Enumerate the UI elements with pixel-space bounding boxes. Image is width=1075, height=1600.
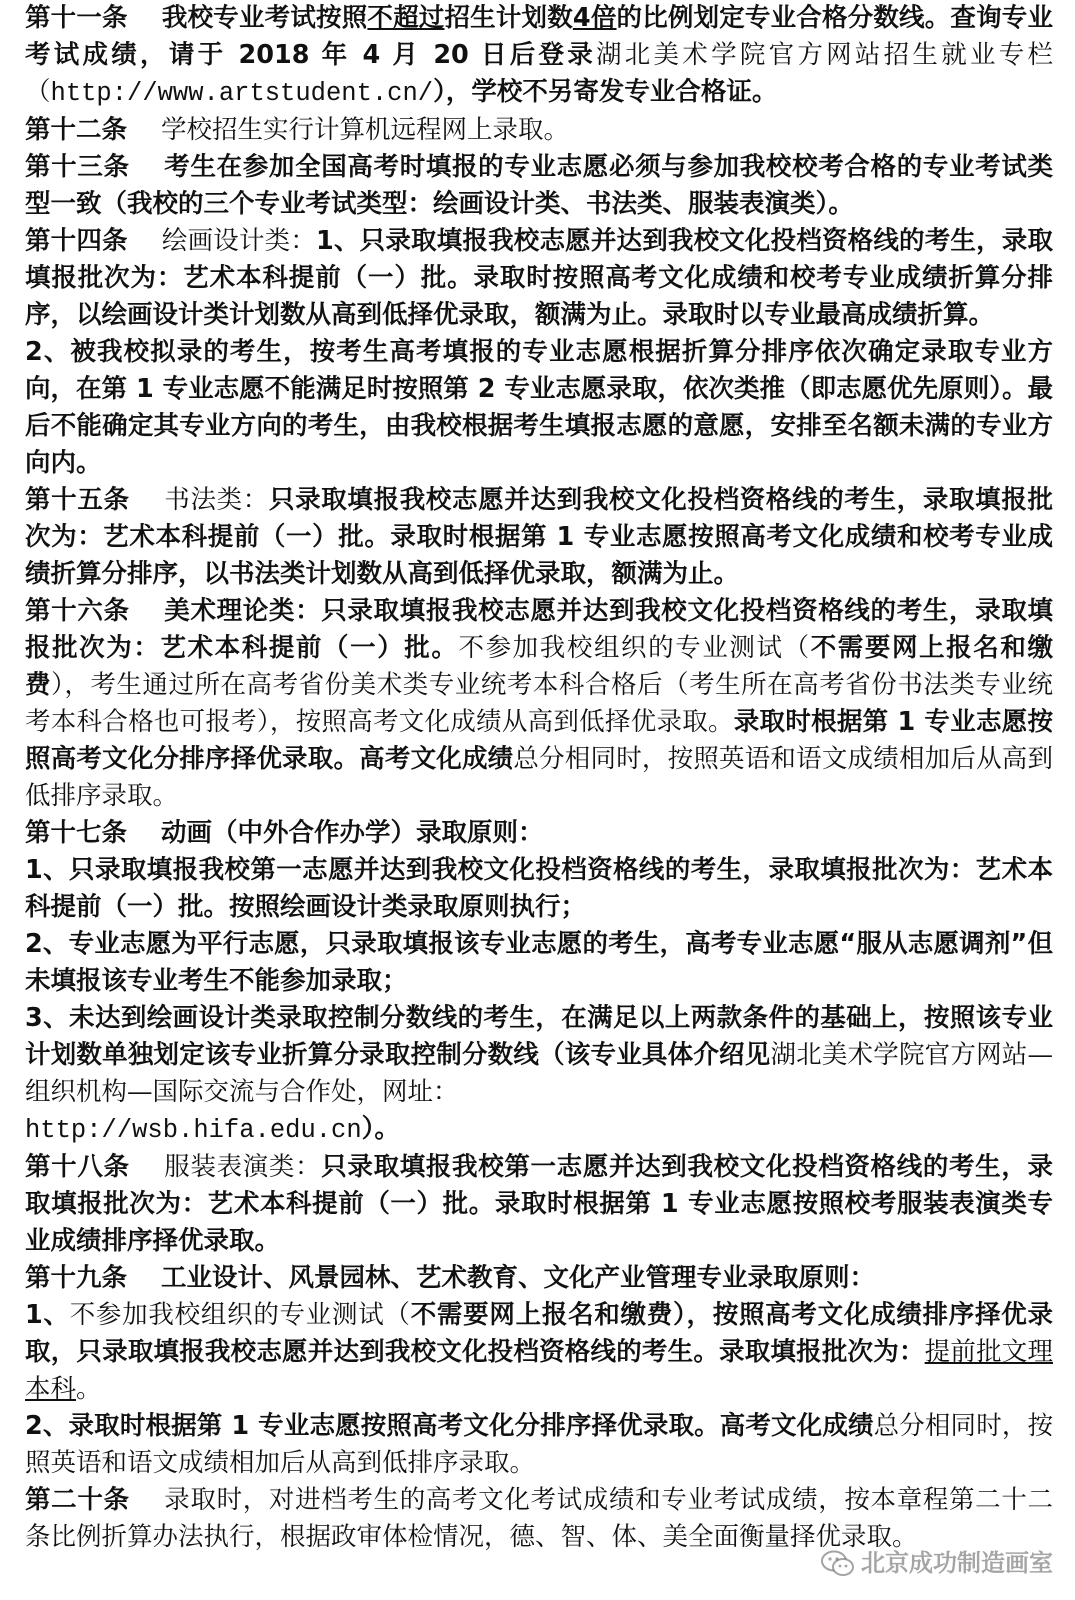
article-text: ），学校不另寄发专业合格证。 bbox=[433, 77, 778, 107]
article-label: 第十八条 bbox=[25, 1152, 130, 1182]
article-text: 湖北美术学院官方网站招生就业专栏（ bbox=[25, 40, 1053, 107]
article-19-item-2 bbox=[25, 1408, 1053, 1482]
article-text: ），考生通过所在高考省份美术类专业统考本科合格后（考生所在高考省份书法类专业统考本科合格也可报考），按照高考文化成绩从高到低择优录取。 bbox=[25, 670, 1053, 737]
article-text: 我校专业考试按照 bbox=[161, 3, 368, 33]
article-18 bbox=[25, 1149, 1053, 1260]
article-text: 动画（中外合作办学）录取原则： bbox=[161, 818, 544, 848]
article-text: 招生计划数 bbox=[444, 3, 573, 33]
article-13 bbox=[25, 149, 1053, 223]
article-17 bbox=[25, 815, 1053, 852]
article-text: 不参加我校组织的专业测试（ bbox=[69, 1300, 411, 1330]
article-19-item-1 bbox=[25, 1297, 1053, 1408]
article-text: 3、未达到绘画设计类录取控制分数线的考生，在满足以上两款条件的基础上，按照该专业计划数单独划定该专业折算分录取控制分数线（该专业具体介绍见 bbox=[25, 1003, 1053, 1070]
article-text: 绘画设计类： bbox=[161, 226, 317, 256]
article-text-underlined: 不超过 bbox=[367, 3, 445, 33]
article-label: 第十六条 bbox=[25, 596, 130, 626]
website-url[interactable]: http://wsb.hifa.edu.cn bbox=[25, 1116, 362, 1145]
article-text: 。 bbox=[76, 1374, 102, 1404]
article-14 bbox=[25, 223, 1053, 334]
wechat-icon bbox=[821, 1550, 855, 1578]
article-text: 1、 bbox=[25, 1300, 70, 1330]
article-text: 湖北美术学院官方网站—组织机构—国际交流与合作处，网址： bbox=[25, 1040, 1053, 1107]
article-text: 不需要网上报名和缴费 bbox=[25, 633, 1053, 700]
article-text: 1、只录取填报我校志愿并达到我校文化投档资格线的考生，录取填报批次为：艺术本科提前（一）批。录取时按照高考文化成绩和校考专业成绩折算分排序，以绘画设计类计划数从高到低择优录取，额满为止。录取时以专业最高成绩折算。 bbox=[25, 226, 1053, 330]
article-text: 不参加我校组织的专业测试（ bbox=[458, 633, 811, 663]
article-text: 录取时，对进档考生的高考文化考试成绩和专业考试成绩，按本章程第二十二条比例折算办法执行，根据政审体检情况，德、智、体、美全面衡量择优录取。 bbox=[25, 1485, 1053, 1552]
article-text: 的比例划定专业合格分数线。查询专业考试成绩，请于 2018 年 4 月 20 日后登录 bbox=[25, 3, 1053, 70]
article-17-item-2: 2、专业志愿为平行志愿，只录取填报该专业志愿的考生，高考专业志愿“服从志愿调剂”但未填报该专业考生不能参加录取； bbox=[25, 929, 1053, 996]
article-text: 只录取填报我校志愿并达到我校文化投档资格线的考生，录取填报批次为：艺术本科提前（一）批。录取时根据第 1 专业志愿按照高考文化成绩和校考专业成绩折算分排序，以书法类计划数从高到低择优录取，额满为止。 bbox=[25, 485, 1053, 589]
article-16 bbox=[25, 593, 1053, 815]
article-label: 第十七条 bbox=[25, 818, 128, 848]
article-label: 第十五条 bbox=[25, 485, 130, 515]
article-text-underlined: 4倍 bbox=[572, 3, 617, 33]
article-17-item-1: 1、只录取填报我校第一志愿并达到我校文化投档资格线的考生，录取填报批次为：艺术本科提前（一）批。按照绘画设计类录取原则执行； bbox=[25, 855, 1053, 922]
article-label: 第十九条 bbox=[25, 1263, 128, 1293]
article-text-underlined: 提前批文理本科 bbox=[25, 1337, 1053, 1404]
article-text: 录取时根据第 1 专业志愿按照高考文化分排序择优录取。高考文化成绩 bbox=[25, 707, 1054, 774]
article-text: 服装表演类： bbox=[163, 1152, 322, 1182]
article-text: 美术理论类：只录取填报我校志愿并达到我校文化投档资格线的考生，录取填报批次为：艺术本科提前（一）批。 bbox=[25, 596, 1053, 663]
article-text: 2、录取时根据第 1 专业志愿按照高考文化分排序择优录取。高考文化成绩 bbox=[25, 1411, 874, 1441]
article-label: 第十二条 bbox=[25, 115, 128, 145]
article-11 bbox=[25, 0, 1053, 112]
article-label: 第十三条 bbox=[25, 152, 130, 182]
article-label: 第十一条 bbox=[25, 3, 128, 33]
article-19 bbox=[25, 1260, 1053, 1297]
article-17-item-3 bbox=[25, 1000, 1053, 1149]
article-text: 总分相同时，按照英语和语文成绩相加后从高到低排序录取。 bbox=[25, 1411, 1053, 1478]
watermark-text: 北京成功制造画室 bbox=[861, 1549, 1053, 1577]
article-14-paragraph-2: 2、被我校拟录的考生，按考生高考填报的专业志愿根据折算分排序依次确定录取专业方向，在第 1 专业志愿不能满足时按照第 2 专业志愿录取，依次类推（即志愿优先原则）。最后不能确定其专业方向的考生，由我校根据考生填报志愿的意愿，安排至名额未满的专业方向内。 bbox=[25, 337, 1053, 478]
article-text: 学校招生实行计算机远程网上录取。 bbox=[161, 115, 570, 145]
article-text: 只录取填报我校第一志愿并达到我校文化投档资格线的考生，录取填报批次为：艺术本科提前（一）批。录取时根据第 1 专业志愿按照校考服装表演类专业成绩排序择优录取。 bbox=[25, 1152, 1053, 1256]
article-label: 第十四条 bbox=[25, 226, 128, 256]
document-body bbox=[25, 0, 1053, 1556]
article-label: 第二十条 bbox=[25, 1485, 130, 1515]
article-text: 工业设计、风景园林、艺术教育、文化产业管理专业录取原则： bbox=[161, 1263, 876, 1293]
watermark bbox=[821, 1545, 1053, 1582]
website-url[interactable]: http://www.artstudent.cn/ bbox=[50, 79, 434, 108]
article-15 bbox=[25, 482, 1053, 593]
article-12 bbox=[25, 112, 1053, 149]
article-text: 考生在参加全国高考时填报的专业志愿必须与参加我校校考合格的专业考试类型一致（我校的三个专业考试类型：绘画设计类、书法类、服装表演类）。 bbox=[25, 152, 1053, 219]
article-text: 书法类： bbox=[163, 485, 269, 515]
article-text: 总分相同时，按照英语和语文成绩相加后从高到低排序录取。 bbox=[25, 744, 1053, 811]
article-text: ）。 bbox=[361, 1114, 400, 1144]
article-text: 不需要网上报名和缴费），按照高考文化成绩排序择优录取，只录取填报我校志愿并达到我校文化投档资格线的考生。录取填报批次为： bbox=[25, 1300, 1053, 1367]
